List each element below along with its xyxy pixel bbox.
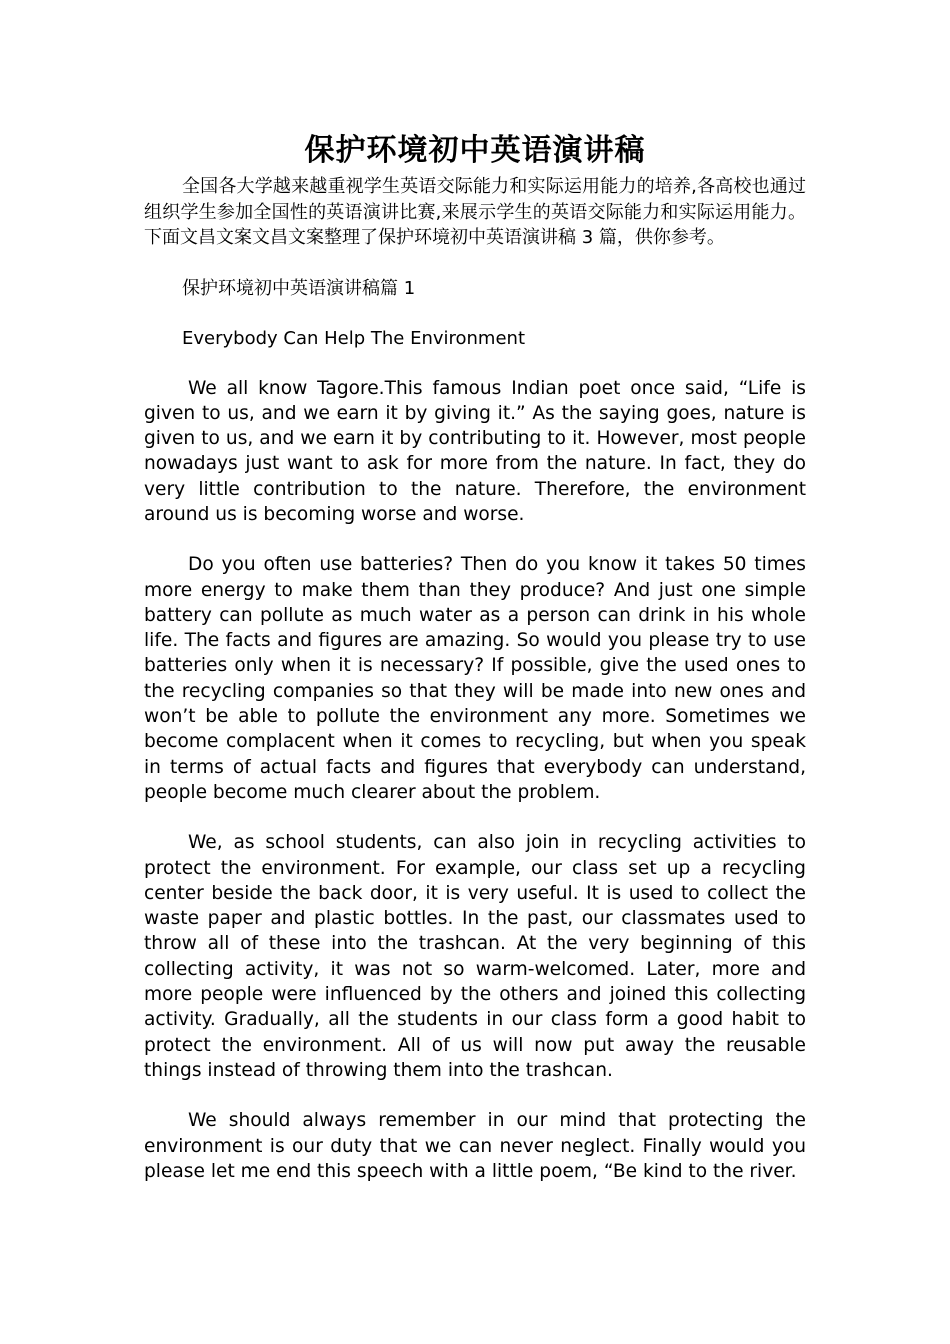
spacer: [144, 1083, 806, 1108]
body-paragraph: Do you often use batteries? Then do you know it takes 50 times more energy to make them than they produce? And just one simple battery can pollute as much water as a person can drink in his whole life. The facts and figures are amazing. So would you please try to use batteries only when it is necessary? If possible, give the used ones to the recycling companies so that they will be made into new ones and won’t be able to pollute the environment any more. Sometimes we become complacent when it comes to recycling, but when you speak in terms of actual facts and figures that everybody can understand, people become much clearer about the problem.: [144, 554, 806, 803]
spacer: [144, 805, 806, 830]
document-page: [144, 128, 806, 1184]
body-paragraph: We all know Tagore.This famous Indian poet once said, “Life is given to us, and we earn it by giving it.” As the saying goes, nature is given to us, and we earn it by contributing to it. However, most people nowadays just want to ask for more from the nature. In fact, they do very little contribution to the nature. Therefore, the environment around us is becoming worse and worse.: [144, 377, 806, 525]
spacer: [144, 301, 806, 326]
spacer: [144, 351, 806, 376]
intro-paragraph: 全国各大学越来越重视学生英语交际能力和实际运用能力的培养,各高校也通过组织学生参加全国性的英语演讲比赛,来展示学生的英语交际能力和实际运用能力。下面文昌文案文昌文案整理了保护环境初中英语演讲稿 3 篇，供你参考。: [144, 176, 806, 248]
speech-title: Everybody Can Help The Environment: [182, 327, 526, 349]
body-paragraph: We, as school students, can also join in recycling activities to protect the environment. For example, our class set up a recycling center beside the back door, it is very useful. It is used to collect the waste paper and plastic bottles. In the past, our classmates used to throw all of these into the trashcan. At the very beginning of this collecting activity, it was not so warm-welcomed. Later, more and more people were influenced by the others and joined this collecting activity. Gradually, all the students in our class form a good habit to protect the environment. All of us will now put away the reusable things instead of throwing them into the trashcan.: [144, 832, 806, 1081]
body-paragraph: We should always remember in our mind that protecting the environment is our duty that we can never neglect. Finally would you please let me end this speech with a little poem, “Be kind to the river.: [144, 1110, 806, 1182]
spacer: [144, 251, 806, 276]
document-title: 保护环境初中英语演讲稿: [304, 133, 646, 168]
section-heading: 保护环境初中英语演讲稿篇 1: [182, 277, 416, 299]
spacer: [144, 527, 806, 552]
